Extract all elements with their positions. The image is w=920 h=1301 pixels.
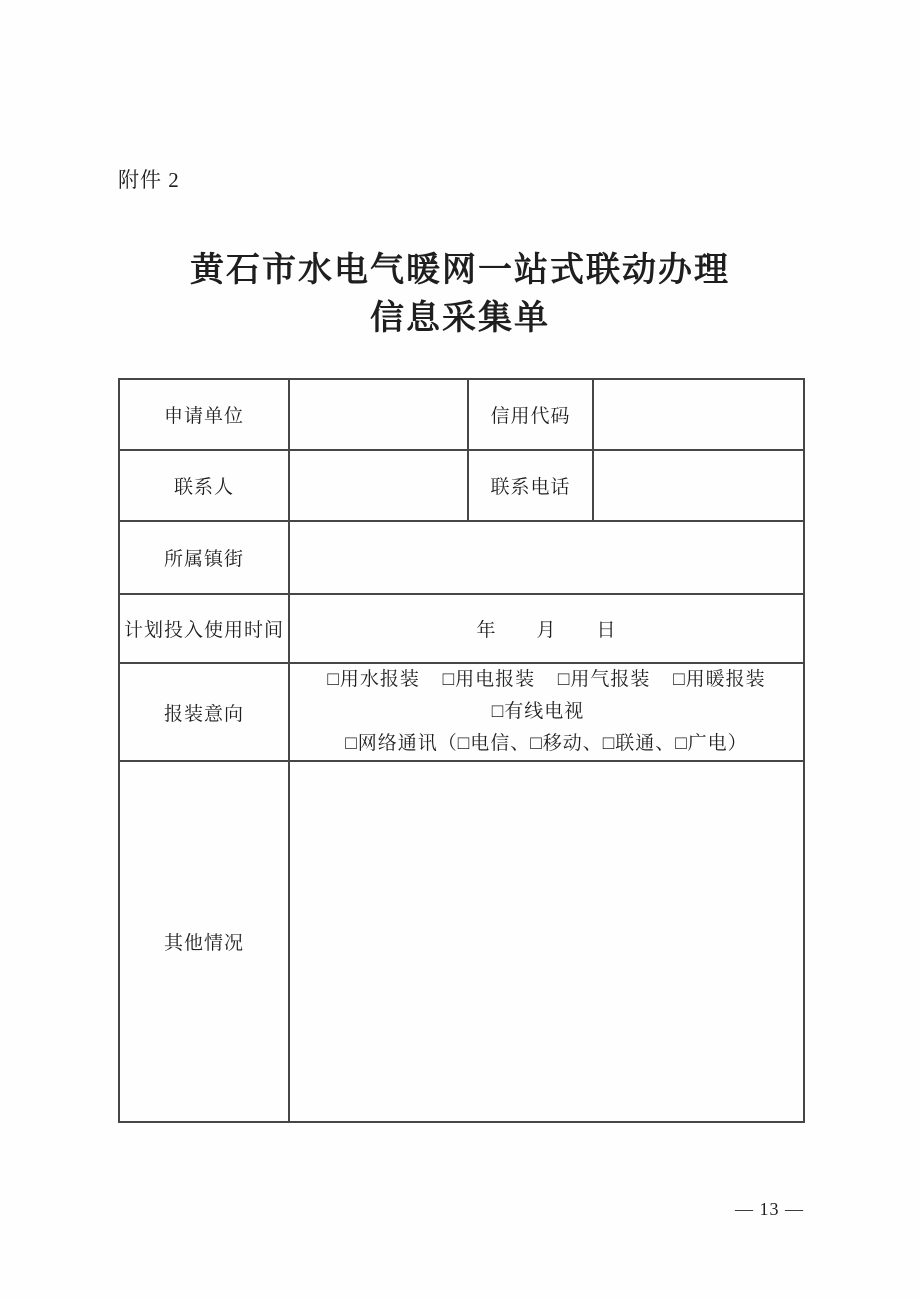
document-title [0,247,920,343]
form-table [118,378,805,1123]
label-install-intent: 报装意向 [119,663,289,761]
checkbox-option-heating: □用暖报装 [673,669,766,690]
label-planned-use-date: 计划投入使用时间 [119,594,289,663]
title-line-2: 信息采集单 [370,300,550,337]
field-planned-use-date: 年 月 日 [289,594,804,663]
intent-options-line-1 [290,664,803,696]
page-number: — 13 — [735,1199,804,1219]
table-row-applicant [119,379,804,450]
checkbox-option-electricity: □用电报装 [442,669,536,690]
field-credit-code [593,379,804,450]
label-township: 所属镇街 [119,521,289,594]
table-row-install-intent [119,663,804,761]
attachment-label: 附件 2 [118,168,180,192]
label-contact-phone: 联系电话 [468,450,593,521]
table-row-planned-date [119,594,804,663]
field-contact-phone [593,450,804,521]
checkbox-option-water: □用水报装 [327,669,420,690]
title-line-1: 黄石市水电气暖网一站式联动办理 [190,252,730,289]
label-credit-code: 信用代码 [468,379,593,450]
label-contact-person: 联系人 [119,450,289,521]
install-intent-options-cell [289,663,804,761]
field-township [289,521,804,594]
field-applicant-unit [289,379,468,450]
label-applicant-unit: 申请单位 [119,379,289,450]
intent-options-line-2 [290,696,803,760]
checkbox-option-gas: □用气报装 [557,669,651,690]
table-row-other-info [119,761,804,1122]
field-contact-person [289,450,468,521]
table-row-township [119,521,804,594]
table-row-contact [119,450,804,521]
checkbox-option-cable-tv: □有线电视 [491,701,585,722]
label-other-info: 其他情况 [119,761,289,1122]
checkbox-option-network-telecom: □网络通讯（□电信、□移动、□联通、□广电） [345,733,748,754]
field-other-info [289,761,804,1122]
